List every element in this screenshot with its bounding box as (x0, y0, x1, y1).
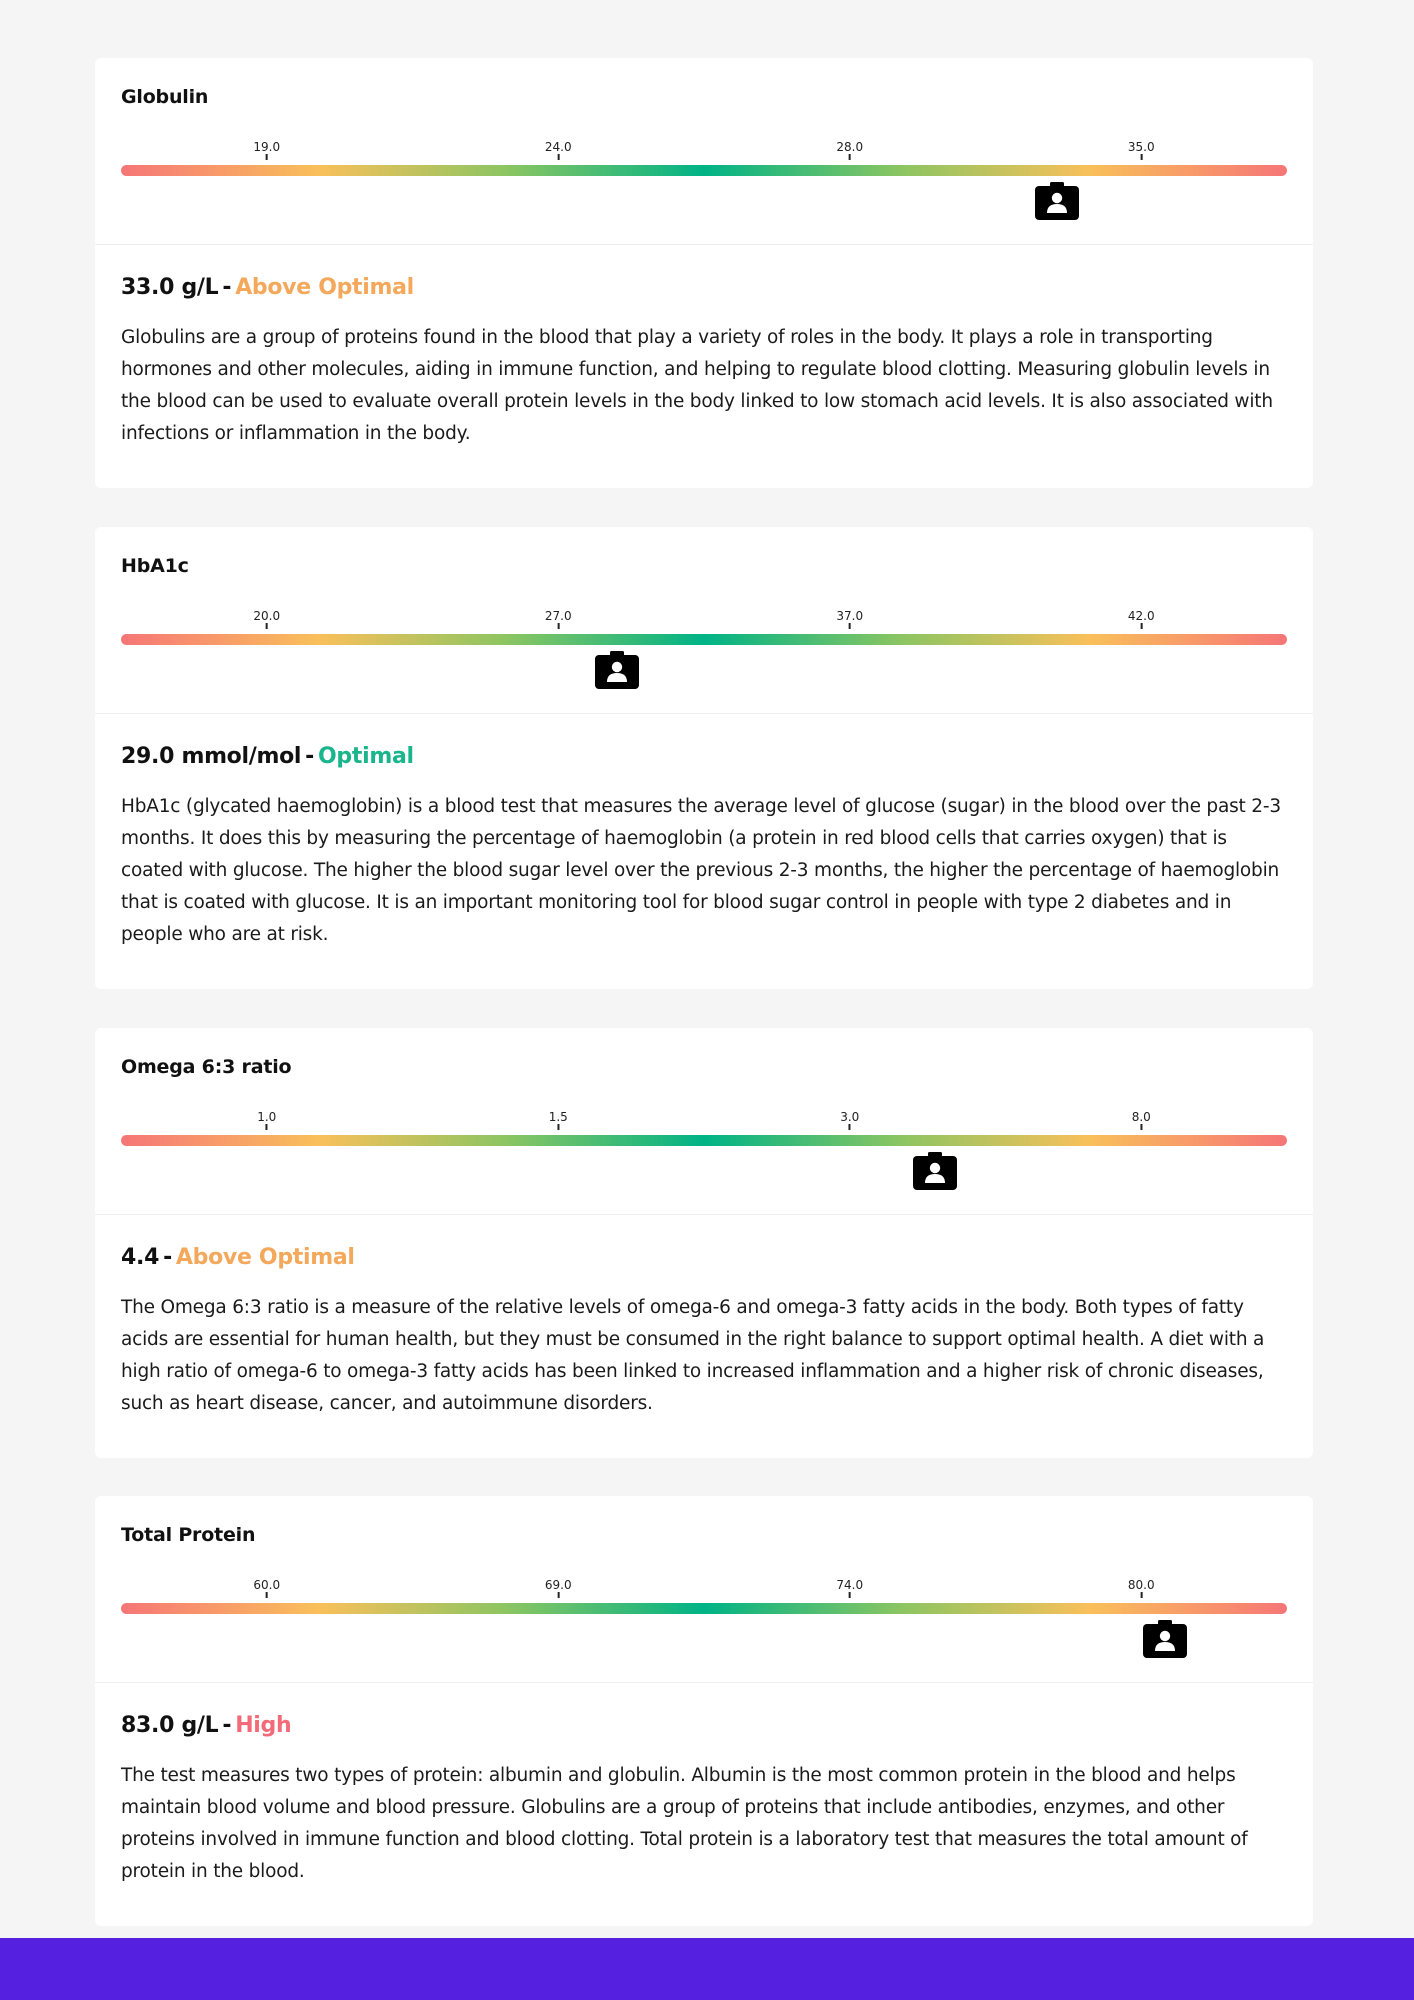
range-tick (1128, 609, 1155, 629)
person-badge-icon (595, 651, 639, 689)
result-value: 29.0 mmol/mol (121, 744, 302, 769)
tick-label: 37.0 (836, 609, 864, 623)
biomarker-card-globulin (95, 58, 1313, 488)
tick-label: 3.0 (840, 1110, 860, 1124)
range-tick (545, 609, 572, 629)
biomarker-description: The Omega 6:3 ratio is a measure of the relative levels of omega-6 and omega-3 fatty acids in the body. Both types of fatty acids are essential for human health, but they must be consumed in the right balance to support optimal health. A diet with a high ratio of omega-6 to omega-3 fatty acids has been linked to increased inflammation and a higher risk of chronic diseases, such as heart disease, cancer, and autoimmune disorders. (121, 1297, 1265, 1414)
biomarker-card-total-protein (95, 1496, 1313, 1926)
result-heading (121, 1245, 1287, 1270)
result-value: 4.4 (121, 1245, 160, 1270)
range-tick (545, 1578, 572, 1598)
range-tick (1128, 1578, 1155, 1598)
range-tick (1132, 1110, 1151, 1130)
tick-label: 28.0 (836, 140, 864, 154)
result-status: High (235, 1713, 292, 1738)
tick-label: 20.0 (253, 609, 281, 623)
result-separator: - (305, 744, 315, 769)
range-tick (257, 1110, 276, 1130)
range-ticks (121, 1578, 1287, 1598)
range-section (95, 1028, 1313, 1215)
range-ticks (121, 140, 1287, 160)
biomarker-name: Omega 6:3 ratio (121, 1056, 292, 1078)
biomarker-name: Globulin (121, 86, 209, 108)
result-section (95, 1683, 1313, 1926)
tick-label: 19.0 (253, 140, 281, 154)
person-badge-icon (1035, 182, 1079, 220)
result-status: Above Optimal (175, 1245, 355, 1270)
tick-label: 42.0 (1127, 609, 1155, 623)
tick-label: 74.0 (836, 1578, 864, 1592)
person-badge-icon (913, 1152, 957, 1190)
biomarker-card-hba1c (95, 527, 1313, 989)
tick-label: 27.0 (544, 609, 572, 623)
result-heading (121, 744, 1287, 769)
range-tick (253, 1578, 280, 1598)
person-badge-icon (1143, 1620, 1187, 1658)
biomarker-description: The test measures two types of protein: albumin and globulin. Albumin is the most common protein in the blood and helps maintain blood volume and blood pressure. Globulins are a group of proteins that include antibodies, enzymes, and other proteins involved in immune function and blood clotting. Total protein is a laboratory test that measures the total amount of protein in the blood. (121, 1765, 1248, 1882)
range-tick (836, 609, 863, 629)
range-tick (253, 140, 280, 160)
result-status: Above Optimal (235, 275, 414, 300)
tick-label: 8.0 (1131, 1110, 1151, 1124)
range-tick (545, 140, 572, 160)
biomarker-card-omega-ratio (95, 1028, 1313, 1458)
result-section (95, 245, 1313, 488)
tick-label: 35.0 (1127, 140, 1155, 154)
result-status: Optimal (318, 744, 414, 769)
result-separator: - (222, 275, 232, 300)
result-separator: - (222, 1713, 232, 1738)
tick-label: 60.0 (253, 1578, 281, 1592)
result-section (95, 1215, 1313, 1458)
result-separator: - (163, 1245, 172, 1270)
footer-band (0, 1938, 1414, 2000)
result-heading (121, 275, 1287, 300)
tick-label: 80.0 (1127, 1578, 1155, 1592)
range-tick (836, 1578, 863, 1598)
tick-label: 69.0 (544, 1578, 572, 1592)
range-tick (549, 1110, 568, 1130)
tick-label: 1.0 (257, 1110, 277, 1124)
range-tick (1128, 140, 1155, 160)
range-tick (253, 609, 280, 629)
biomarker-name: Total Protein (121, 1524, 256, 1546)
range-section (95, 527, 1313, 714)
biomarker-description: HbA1c (glycated haemoglobin) is a blood test that measures the average level of glucose (sugar) in the blood over the past 2-3 months. It does this by measuring the percentage of haemoglobin (a protein in red blood cells that carries oxygen) that is coated with glucose. The higher the blood sugar level over the previous 2-3 months, the higher the percentage of haemoglobin that is coated with glucose. It is an important monitoring tool for blood sugar control in people with type 2 diabetes and in people who are at risk. (121, 796, 1281, 945)
range-section (95, 1496, 1313, 1683)
biomarker-name: HbA1c (121, 555, 189, 577)
range-gradient-bar (121, 634, 1287, 645)
result-value: 83.0 g/L (121, 1713, 219, 1738)
range-gradient-bar (121, 1135, 1287, 1146)
range-gradient-bar (121, 1603, 1287, 1614)
result-heading (121, 1713, 1287, 1738)
tick-label: 1.5 (548, 1110, 568, 1124)
tick-label: 24.0 (544, 140, 572, 154)
range-ticks (121, 1110, 1287, 1130)
range-gradient-bar (121, 165, 1287, 176)
range-section (95, 58, 1313, 245)
range-ticks (121, 609, 1287, 629)
biomarker-description: Globulins are a group of proteins found in the blood that play a variety of roles in the body. It plays a role in transporting hormones and other molecules, aiding in immune function, and helping to regulate blood clotting. Measuring globulin levels in the blood can be used to evaluate overall protein levels in the body linked to low stomach acid levels. It is also associated with infections or inflammation in the body. (121, 327, 1273, 444)
range-tick (840, 1110, 859, 1130)
result-section (95, 714, 1313, 989)
result-value: 33.0 g/L (121, 275, 219, 300)
range-tick (836, 140, 863, 160)
